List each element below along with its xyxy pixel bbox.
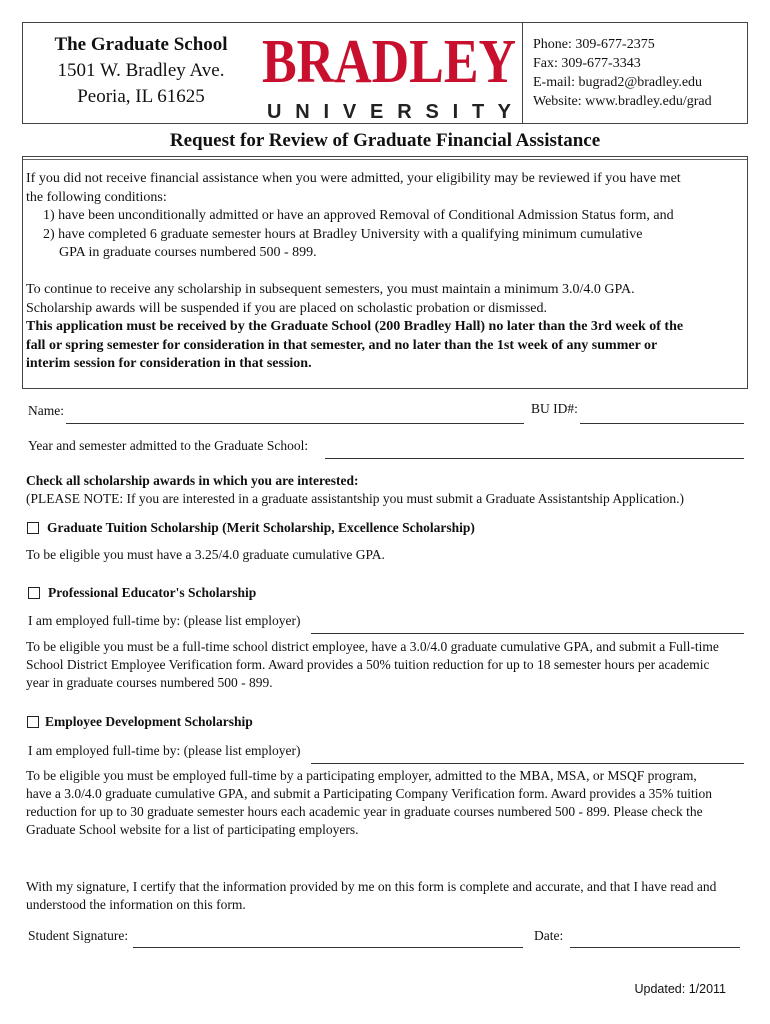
tuition-scholarship-title: Graduate Tuition Scholarship (Merit Scholarship, Excellence Scholarship) bbox=[47, 520, 475, 535]
date-label: Date: bbox=[534, 928, 564, 943]
admitted-semester-field[interactable] bbox=[325, 458, 744, 459]
educator-scholarship-title: Professional Educator's Scholarship bbox=[48, 585, 257, 600]
assistantship-note: (PLEASE NOTE: If you are interested in a graduate assistantship you must submit a Graduate Assistantship Application.) bbox=[26, 491, 685, 506]
certification-statement: With my signature, I certify that the information provided by me on this form is complete and accurate, and that I have read and understood the information on this form. bbox=[26, 879, 717, 912]
name-field[interactable] bbox=[66, 423, 524, 424]
awards-heading: Check all scholarship awards in which you are interested: bbox=[26, 473, 359, 488]
educator-employer-field[interactable] bbox=[311, 633, 744, 634]
employee-scholarship-checkbox[interactable] bbox=[27, 716, 39, 728]
contact-info bbox=[533, 35, 712, 111]
signature-label: Student Signature: bbox=[28, 928, 129, 943]
bu-id-label: BU ID#: bbox=[531, 401, 578, 416]
header-divider bbox=[522, 22, 523, 124]
employee-scholarship-title: Employee Development Scholarship bbox=[45, 714, 253, 729]
bu-id-field[interactable] bbox=[580, 423, 744, 424]
signature-field[interactable] bbox=[133, 947, 523, 948]
educator-scholarship-checkbox[interactable] bbox=[28, 587, 40, 599]
tuition-scholarship-desc: To be eligible you must have a 3.25/4.0 graduate cumulative GPA. bbox=[26, 547, 385, 562]
employee-employer-label: I am employed full-time by: (please list employer) bbox=[28, 743, 301, 758]
educator-scholarship-desc: To be eligible you must be a full-time school district employee, have a 3.0/4.0 graduate cumulative GPA, and submit a Full-time School District Employee Verification form. Award provides a 50% tuition reduction for up to 18 semester hours per academic year in graduate courses numbered 500 - 899. bbox=[26, 639, 719, 690]
eligibility-text: If you did not receive financial assistance when you were admitted, your eligibility may be reviewed if you have met the following conditions: 1) have been unconditionally admitted or have an approved Removal of Conditional Admission Status form, and 2) have completed 6 graduate semester hours at Bradley University with a qualifying minimum cumulative GPA in graduate courses numbered 500 - 899. bbox=[26, 171, 681, 260]
phone: Phone: 309-677-2375 bbox=[533, 37, 655, 52]
fax: Fax: 309-677-3343 bbox=[533, 56, 641, 71]
school-name: The Graduate School bbox=[54, 34, 228, 55]
employee-scholarship-desc: To be eligible you must be employed full-time by a participating employer, admitted to the MBA, MSA, or MSQF program, have a 3.0/4.0 graduate cumulative GPA, and submit a Participating Company Verification form. Award provides a 35% tuition reduction for up to 30 graduate semester hours each academic year in graduate courses numbered 500 - 899. Please check the Graduate School website for a list of participating employers. bbox=[26, 768, 712, 837]
street-address: 1501 W. Bradley Ave. bbox=[57, 60, 225, 81]
condition-2: 2) have completed 6 graduate semester hours at Bradley University with a qualifying minimum cumulative bbox=[43, 226, 643, 242]
educator-employer-label: I am employed full-time by: (please list employer) bbox=[28, 613, 301, 628]
date-field[interactable] bbox=[570, 947, 740, 948]
city-state-zip: Peoria, IL 61625 bbox=[77, 86, 205, 107]
updated-date: Updated: 1/2011 bbox=[634, 982, 726, 996]
admitted-label: Year and semester admitted to the Graduate School: bbox=[28, 438, 309, 453]
website: Website: www.bradley.edu/grad bbox=[533, 94, 712, 109]
deadline-notice: This application must be received by the Graduate School (200 Bradley Hall) no later than the 3rd week of the bbox=[26, 319, 684, 334]
email: E-mail: bugrad2@bradley.edu bbox=[533, 75, 703, 90]
page-title: Request for Review of Graduate Financial Assistance bbox=[169, 130, 601, 151]
logo-wordmark: BRADLEY bbox=[262, 28, 516, 96]
logo-subtitle: U N I V E R S I T Y bbox=[267, 101, 511, 123]
scholarship-maintenance-text: To continue to receive any scholarship in subsequent semesters, you must maintain a minimum 3.0/4.0 GPA. Scholarship awards will be suspended if you are placed on scholastic probation or dismissed. This application must be received by the Graduate School (200 Bradley Hall) no later than the 3rd week of the fall or spring semester for consideration in that semester, and no later than the 1st week of any summer or interim session for consideration in that session. bbox=[26, 282, 684, 371]
condition-1: 1) have been unconditionally admitted or have an approved Removal of Conditional Admission Status form, and bbox=[43, 208, 674, 223]
school-address bbox=[26, 32, 256, 110]
tuition-scholarship-checkbox[interactable] bbox=[27, 522, 39, 534]
employee-employer-field[interactable] bbox=[311, 763, 744, 764]
name-label: Name: bbox=[28, 403, 64, 418]
bradley-university-logo bbox=[258, 26, 520, 122]
